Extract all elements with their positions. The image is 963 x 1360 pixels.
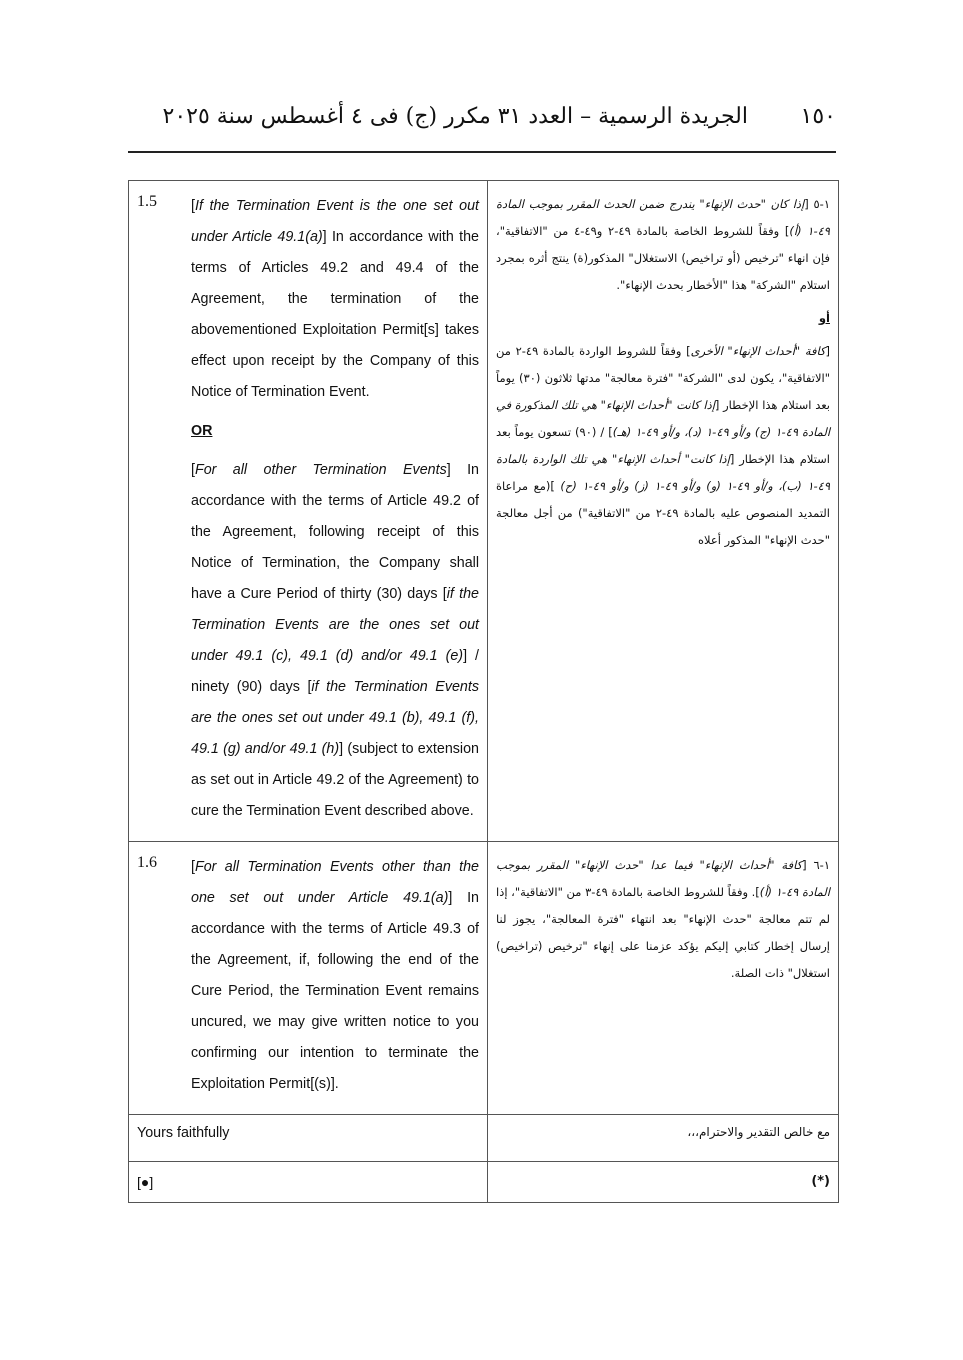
bilingual-clause-table bbox=[128, 180, 839, 1203]
or-separator: OR bbox=[191, 423, 213, 439]
clause-number: 1.5 bbox=[137, 193, 157, 210]
page-header bbox=[128, 100, 836, 138]
english-paragraph: [For all Termination Events other than the one set out under Article 49.1(a)] In accordance with the terms of Article 49.3 of the Agreement, if, following the end of the Cure Period, the Termination Event remains uncured, we may give written notice to you confirming our intention to terminate the Exploitation Permit[(s)]. bbox=[191, 859, 479, 1092]
english-cell bbox=[129, 1162, 488, 1203]
clause-row-1-6 bbox=[129, 842, 839, 1115]
english-clause-text bbox=[191, 191, 479, 827]
gazette-title: الجريدة الرسمية – العدد ٣١ مكرر (ج) فى ٤ أغسطس سنة ٢٠٢٥ bbox=[162, 104, 748, 129]
header-divider bbox=[128, 151, 836, 153]
english-cell bbox=[129, 842, 488, 1115]
arabic-or-separator: أو bbox=[818, 311, 830, 325]
closing-english: Yours faithfully bbox=[137, 1125, 230, 1141]
arabic-cell bbox=[488, 181, 839, 842]
clause-number: 1.6 bbox=[137, 854, 157, 871]
signature-placeholder-arabic: (*) bbox=[811, 1174, 830, 1189]
arabic-paragraph: [كافة "أحداث الإنهاء" الأخرى] وفقاً للشروط الواردة بالمادة ٤٩-٢ من "الاتفاقية"، يكون لدى "الشركة" "فترة معالجة" مدتها ثلاثون (٣٠) يوماً بعد استلام هذا الإخطار [إذا كانت "أحداث الإنهاء" هي تلك المذكورة في المادة ٤٩-١ (ج) و/أو ٤٩-١ (د)، و/أو ٤٩-١ (هـ)] / (٩٠) تسعون يوماً بعد استلام هذا الإخطار [إذا كانت" أحداث الإنهاء" هي تلك الواردة بالمادة ٤٩-١ (ب)، و/أو ٤٩-١ (و) و/أو ٤٩-١ (ز) و/أو ٤٩-١ (ح) ](مع مراعاة التمديد المنصوص عليه بالمادة ٤٩-٢ من "الاتفاقية") من أجل معالجة "حدث الإنهاء" المذكور أعلاه bbox=[496, 344, 831, 547]
arabic-clause-text bbox=[488, 842, 838, 999]
english-paragraph: [For all other Termination Events] In accordance with the terms of Article 49.2 of the Agreement, following receipt of this Notice of Termination, the Company shall have a Cure Period of thirty (30) days [if the Termination Events are the ones set out under 49.1 (c), 49.1 (d) and/or 49.1 (e)] / ninety (90) days [if the Termination Events are the ones set out under 49.1 (b), 49.1 (f), 49.1 (g) and/or 49.1 (h)] (subject to extension as set out in Article 49.2 of the Agreement) to cure the Termination Event described above. bbox=[191, 462, 480, 819]
signature-placeholder-english: [●] bbox=[137, 1174, 154, 1190]
english-cell bbox=[129, 1115, 488, 1162]
arabic-cell bbox=[488, 1115, 839, 1162]
closing-arabic: مع خالص التقدير والاحترام،،، bbox=[687, 1125, 830, 1139]
arabic-paragraph: ١-٦ [كافة "أحداث الإنهاء" فيما عدا "حدث الإنهاء" المقرر بموجب المادة ٤٩-١ (أ)]. وفقاً للشروط الخاصة بالمادة ٤٩-٣ من "الاتفاقية"، إذا لم تتم معالجة "حدث الإنهاء" بعد انتهاء "فترة المعالجة"، يجوز لنا إرسال إخطار كتابي إليكم يؤكد عزمنا على إنهاء "ترخيص (تراخيص) استغلال" ذات الصلة. bbox=[496, 858, 831, 980]
clause-row-1-5 bbox=[129, 181, 839, 842]
arabic-cell bbox=[488, 1162, 839, 1203]
page-number: ١٥٠ bbox=[800, 104, 836, 129]
english-paragraph: [If the Termination Event is the one set out under Article 49.1(a)] In accordance with the terms of Articles 49.2 and 49.4 of the Agreement, the termination of the abovementioned Exploitation Permit[s] takes effect upon receipt by the Company of this Notice of Termination Event. bbox=[191, 198, 480, 400]
english-cell bbox=[129, 181, 488, 842]
arabic-cell bbox=[488, 842, 839, 1115]
arabic-clause-text bbox=[488, 181, 838, 566]
arabic-paragraph: ١-٥ [إذا كان "حدث الإنهاء" يندرج ضمن الحدث المقرر بموجب المادة ٤٩-١ (أ)] وفقاً للشروط الخاصة بالمادة ٤٩-٢ و٤٩-٤ من "الاتفاقية"، فإن انهاء "ترخيص (أو تراخيص) الاستغلال" المذكور(ة) ينتج أثره بمجرد استلام "الشركة" هذا "الأخطار بحدث الإنهاء". bbox=[496, 197, 830, 292]
placeholder-row bbox=[129, 1162, 839, 1203]
english-clause-text bbox=[191, 852, 479, 1100]
closing-row bbox=[129, 1115, 839, 1162]
